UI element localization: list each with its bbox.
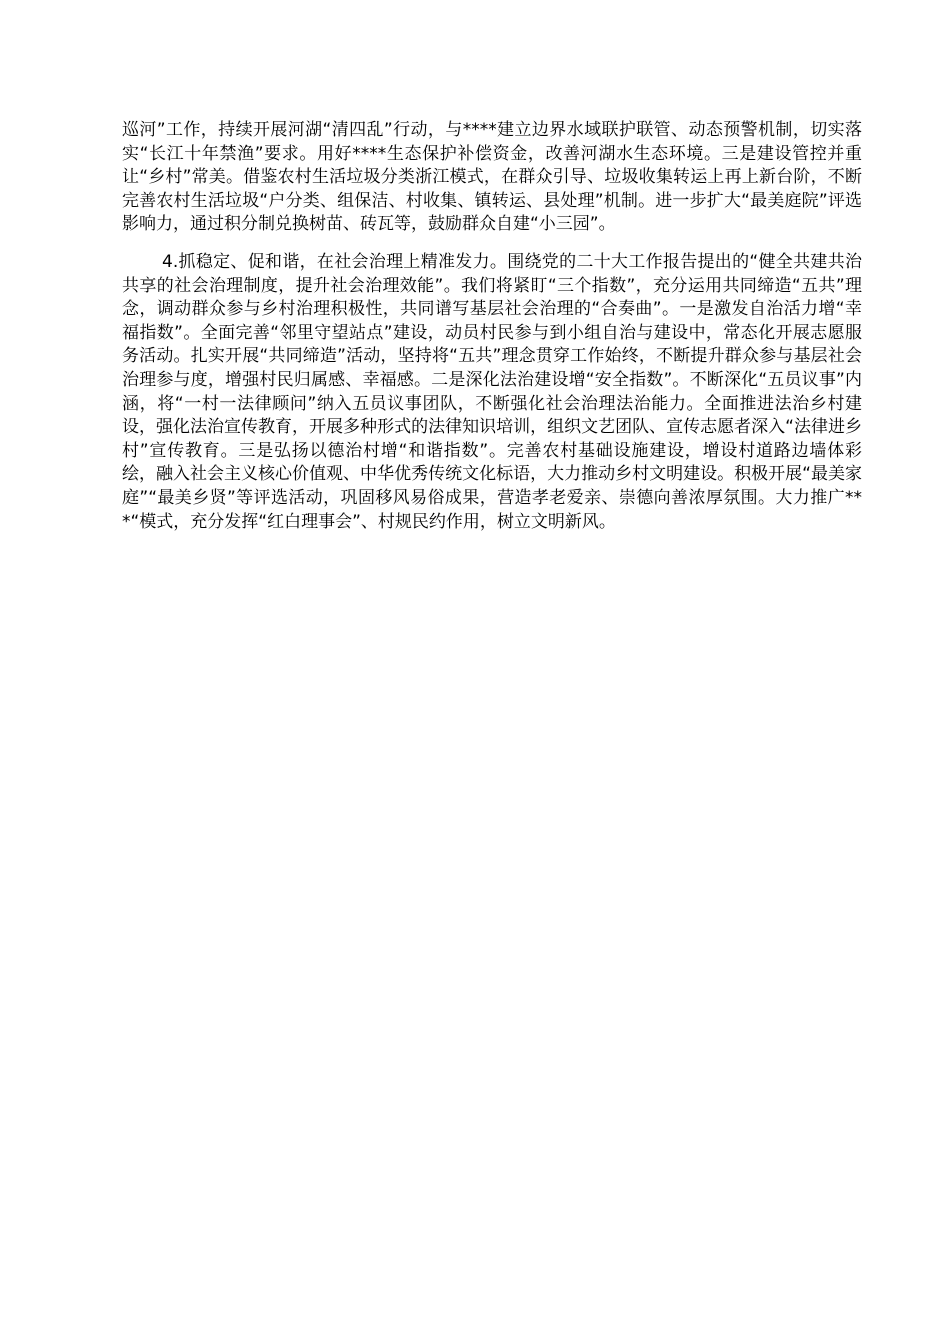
document-body (122, 119, 862, 534)
paragraph-social-governance: 4.抓稳定、促和谐，在社会治理上精准发力。围绕党的二十大工作报告提出的“健全共建共治共享的社会治理制度，提升社会治理效能”。我们将紧盯“三个指数”，充分运用共同缔造“五共”理念，调动群众参与乡村治理积极性，共同谱写基层社会治理的“合奏曲”。一是激发自治活力增“幸福指数”。全面完善“邻里守望站点”建设，动员村民参与到小组自治与建设中，常态化开展志愿服务活动。扎实开展“共同缔造”活动，坚持将“五共”理念贯穿工作始终，不断提升群众参与基层社会治理参与度，增强村民归属感、幸福感。二是深化法治建设增“安全指数”。不断深化“五员议事”内涵，将“一村一法律顾问”纳入五员议事团队，不断强化社会治理法治能力。全面推进法治乡村建设，强化法治宣传教育，开展多种形式的法律知识培训，组织文艺团队、宣传志愿者深入“法律进乡村”宣传教育。三是弘扬以德治村增“和谐指数”。完善农村基础设施建设，增设村道路边墙体彩绘，融入社会主义核心价值观、中华优秀传统文化标语，大力推动乡村文明建设。积极开展“最美家庭”“最美乡贤”等评选活动，巩固移风易俗成果，营造孝老爱亲、崇德向善浓厚氛围。大力推广***“模式，充分发挥“红白理事会”、村规民约作用，树立文明新风。 (122, 251, 862, 532)
paragraph-environment: 巡河”工作，持续开展河湖“清四乱”行动，与****建立边界水域联护联管、动态预警机制，切实落实“长江十年禁渔”要求。用好****生态保护补偿资金，改善河湖水生态环境。三是建设管控并重让“乡村”常美。借鉴农村生活垃圾分类浙江模式，在群众引导、垃圾收集转运上再上新台阶，不断完善农村生活垃圾“户分类、组保洁、村收集、镇转运、县处理”机制。进一步扩大“最美庭院”评选影响力，通过积分制兑换树苗、砖瓦等，鼓励群众自建“小三园”。 (122, 120, 862, 235)
